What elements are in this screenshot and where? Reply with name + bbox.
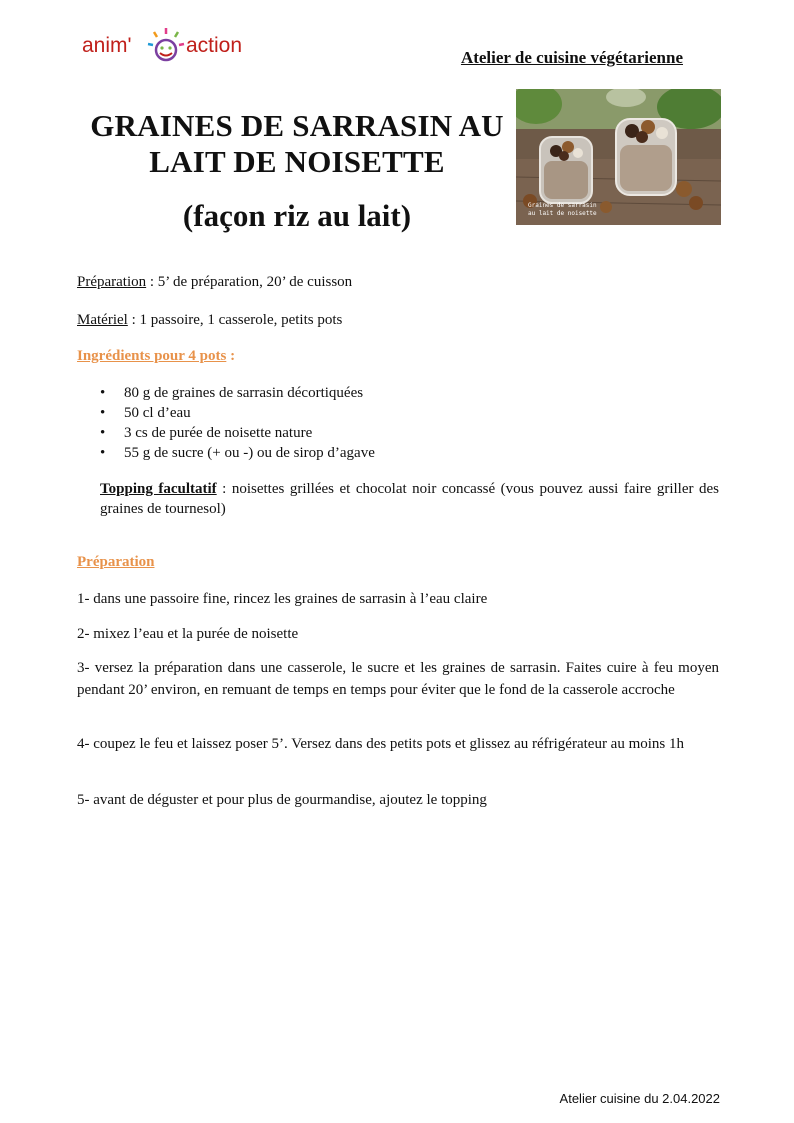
step-1: 1- dans une passoire fine, rincez les graines de sarrasin à l’eau claire — [77, 591, 488, 607]
workshop-heading: Atelier de cuisine végétarienne — [460, 48, 683, 67]
prep-time-value: : 5’ de préparation, 20’ de cuisson — [146, 274, 353, 290]
recipe-subtitle: (façon riz au lait) — [182, 198, 412, 233]
recipe-photo — [516, 89, 721, 225]
footer-date: Atelier cuisine du 2.04.2022 — [559, 1091, 720, 1106]
logo-text-anim: anim' — [82, 34, 132, 57]
ingredient-item: • 55 g de sucre (+ ou -) ou de sirop d’agave — [100, 443, 375, 463]
pudding-jars-image — [516, 89, 721, 225]
steps-heading-text: Préparation — [77, 554, 155, 570]
step-5: 5- avant de déguster et pour plus de gourmandise, ajoutez le topping — [77, 792, 487, 808]
step-4: 4- coupez le feu et laissez poser 5’. Versez dans des petits pots et glissez au réfrigérateur au moins 1h — [77, 736, 685, 752]
ingredient-item: • 80 g de graines de sarrasin décortiquées — [100, 383, 375, 403]
photo-caption-line2: au lait de noisette — [528, 210, 597, 217]
ingredients-list — [100, 383, 375, 463]
ingredient-item: • 50 cl d’eau — [100, 403, 375, 423]
recipe-title-line2: LAIT DE NOISETTE — [149, 144, 445, 179]
equipment-label: Matériel — [77, 312, 128, 328]
photo-caption-line1: Graines de sarrasin — [528, 202, 597, 209]
prep-time — [77, 272, 719, 292]
ingredient-item: • 3 cs de purée de noisette nature — [100, 423, 375, 443]
topping-label: Topping facultatif — [100, 481, 217, 497]
step-2: 2- mixez l’eau et la purée de noisette — [77, 626, 299, 642]
equipment — [77, 310, 719, 330]
equipment-value: : 1 passoire, 1 casserole, petits pots — [127, 312, 343, 328]
prep-time-label: Préparation — [77, 274, 147, 290]
ingredients-heading-colon: : — [226, 348, 236, 364]
recipe-title — [76, 108, 518, 180]
recipe-title-line1: GRAINES DE SARRASIN AU — [90, 108, 504, 143]
clock-face-icon — [146, 26, 186, 66]
ingredients-heading — [77, 346, 719, 366]
step-3: 3- versez la préparation dans une casserole, le sucre et les graines de sarrasin. Faites cuire à feu moyen pendant 20’ environ, en remuant de temps en temps pour éviter que le fond de la casserole accroche — [77, 660, 719, 698]
ingredients-heading-text: Ingrédients pour 4 pots — [77, 348, 227, 364]
steps-heading — [77, 552, 719, 572]
anim-action-logo — [82, 26, 262, 66]
logo-text-action: action — [186, 34, 243, 57]
topping-value: : noisettes grillées et chocolat noir concassé (vous pouvez aussi faire griller des graines de tournesol) — [100, 481, 719, 517]
topping — [100, 479, 719, 519]
